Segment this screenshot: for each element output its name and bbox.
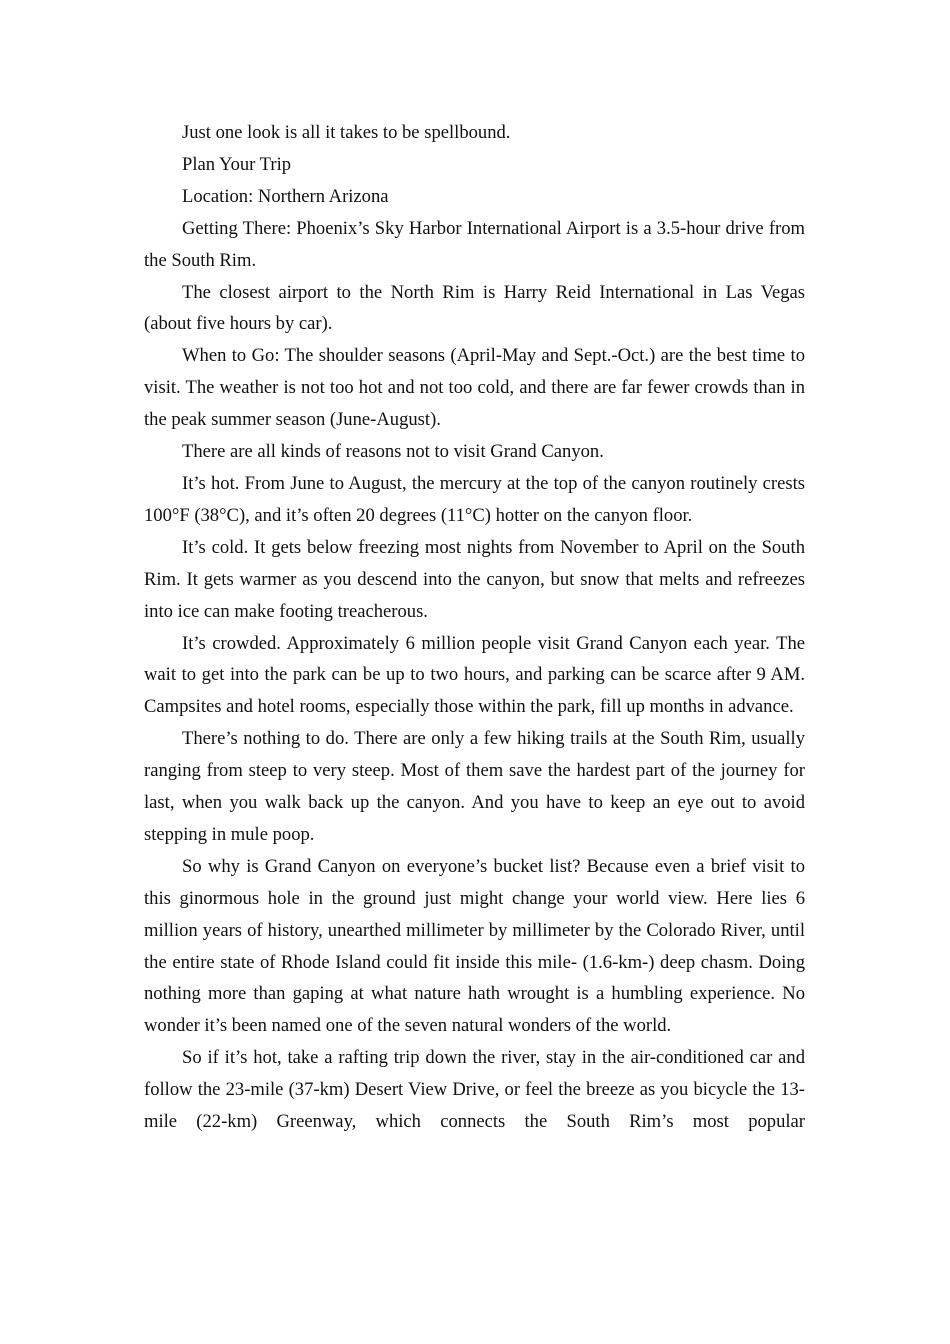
paragraph-location: Location: Northern Arizona	[182, 185, 389, 207]
paragraph-intro: Just one look is all it takes to be spellbound.	[182, 122, 511, 143]
paragraph-if-hot: So if it’s hot, take a rafting trip down the river, stay in the air-conditioned car and follow the 23-mile (37-km) Desert View Drive, or feel the breeze as you bicycle the 13-mile (22-km) Greenway, which connects the South Rim’s most popular	[144, 1047, 805, 1133]
paragraph-bucket-list: So why is Grand Canyon on everyone’s bucket list? Because even a brief visit to this ginormous hole in the ground just might change your world view. Here lies 6 million years of history, unearthed millimeter by millimeter by the Colorado River, until the entire state of Rhode Island could fit inside this mile- (1.6-km-) deep chasm. Doing nothing more than gaping at what nature hath wrought is a humbling experience. No wonder it’s been named one of the seven natural wonders of the world.	[144, 855, 805, 1037]
document-body	[144, 117, 805, 1138]
paragraph-when-to-go: When to Go: The shoulder seasons (April-May and Sept.-Oct.) are the best time to visit. The weather is not too hot and not too cold, and there are far fewer crowds than in the peak summer season (June-August).	[144, 345, 805, 431]
paragraph-cold: It’s cold. It gets below freezing most nights from November to April on the South Rim. It gets warmer as you descend into the canyon, but snow that melts and refreezes into ice can make footing treacherous.	[144, 536, 805, 622]
paragraph-nothing-to-do: There’s nothing to do. There are only a few hiking trails at the South Rim, usually ranging from steep to very steep. Most of them save the hardest part of the journey for last, when you walk back up the canyon. And you have to keep an eye out to avoid stepping in mule poop.	[144, 728, 805, 845]
paragraph-closest-airport: The closest airport to the North Rim is Harry Reid International in Las Vegas (about five hours by car).	[144, 281, 805, 335]
paragraph-crowded: It’s crowded. Approximately 6 million people visit Grand Canyon each year. The wait to get into the park can be up to two hours, and parking can be scarce after 9 AM. Campsites and hotel rooms, especially those within the park, fill up months in advance.	[144, 632, 805, 718]
paragraph-getting-there: Getting There: Phoenix’s Sky Harbor International Airport is a 3.5-hour drive from the South Rim.	[144, 217, 805, 271]
paragraph-plan-heading: Plan Your Trip	[182, 153, 292, 175]
paragraph-reasons: There are all kinds of reasons not to visit Grand Canyon.	[182, 441, 604, 463]
paragraph-hot: It’s hot. From June to August, the mercury at the top of the canyon routinely crests 100°F (38°C), and it’s often 20 degrees (11°C) hotter on the canyon floor.	[144, 472, 805, 526]
